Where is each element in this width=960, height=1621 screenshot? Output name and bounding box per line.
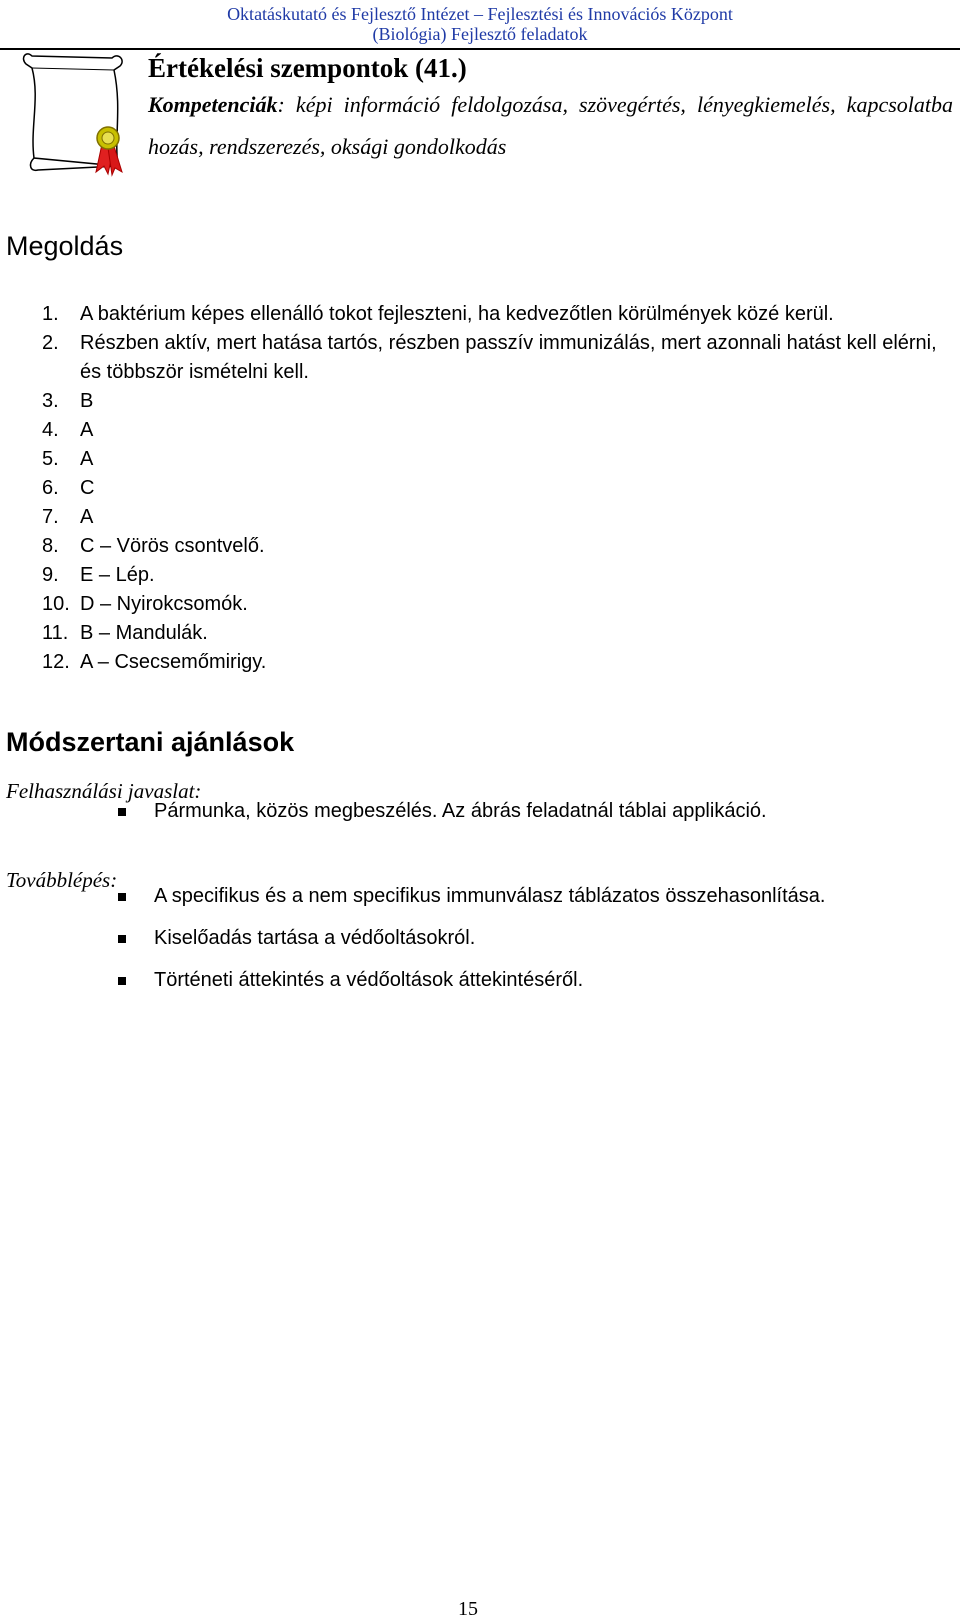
answer-number: 12. <box>42 651 70 673</box>
methods-heading: Módszertani ajánlások <box>6 727 295 757</box>
answer-number: 4. <box>42 419 59 441</box>
bullet-square-icon <box>118 893 126 901</box>
bullet-square-icon <box>118 935 126 943</box>
next-steps-label: Továbblépés: <box>6 868 118 892</box>
page-number: 15 <box>458 1598 478 1620</box>
answer-number: 1. <box>42 303 59 325</box>
answer-number: 8. <box>42 535 59 557</box>
answer-text: B <box>80 390 94 412</box>
answer-number: 5. <box>42 448 59 470</box>
answer-item <box>0 561 940 590</box>
answer-text: A <box>80 506 94 528</box>
answer-text: A – Csecsemőmirigy. <box>80 651 267 673</box>
answer-number: 10. <box>42 593 70 615</box>
header-line-2: (Biológia) Fejlesztő feladatok <box>372 24 588 44</box>
answer-item <box>0 300 940 329</box>
answer-text: A baktérium képes ellenálló tokot fejleszteni, ha kedvezőtlen körülmények közé kerül. <box>80 303 834 325</box>
answer-item <box>0 532 940 561</box>
page-header <box>0 0 960 50</box>
answer-number: 2. <box>42 332 59 354</box>
bullet-square-icon <box>118 977 126 985</box>
answer-list <box>0 300 960 677</box>
answer-item <box>0 329 940 387</box>
answer-number: 9. <box>42 564 59 586</box>
answer-item <box>0 416 940 445</box>
answer-text: D – Nyirokcsomók. <box>80 593 248 615</box>
answer-item <box>0 619 940 648</box>
answer-item <box>0 387 940 416</box>
bullet-square-icon <box>118 808 126 816</box>
answer-text: C <box>80 477 95 499</box>
answer-item <box>0 503 940 532</box>
answer-text: A <box>80 419 94 441</box>
usage-label: Felhasználási javaslat: <box>6 779 202 803</box>
answer-text: E – Lép. <box>80 564 155 586</box>
competencies-label: Kompetenciák <box>148 92 278 117</box>
answer-text: Részben aktív, mert hatása tartós, részben passzív immunizálás, mert azonnali hatást kell elérni, és többször ismételni kell. <box>80 332 937 383</box>
answer-item <box>0 445 940 474</box>
answer-item <box>0 648 940 677</box>
answer-item <box>0 590 940 619</box>
competencies <box>148 84 953 168</box>
answer-number: 11. <box>42 622 69 644</box>
page-title: Értékelési szempontok (41.) <box>148 53 467 83</box>
answer-number: 7. <box>42 506 59 528</box>
answer-number: 3. <box>42 390 59 412</box>
competencies-text: : képi információ feldolgozása, szövegértés, lényegkiemelés, kapcsolatba hozás, rendszerezés, oksági gondolkodás <box>148 92 953 159</box>
header-line-1: Oktatáskutató és Fejlesztő Intézet – Fejlesztési és Innovációs Központ <box>227 4 733 24</box>
answer-text: A <box>80 448 94 470</box>
scroll-with-ribbon-icon <box>18 48 130 178</box>
answer-text: B – Mandulák. <box>80 622 208 644</box>
solution-heading: Megoldás <box>6 231 124 261</box>
answer-item <box>0 474 940 503</box>
answer-text: C – Vörös csontvelő. <box>80 535 265 557</box>
answer-number: 6. <box>42 477 59 499</box>
